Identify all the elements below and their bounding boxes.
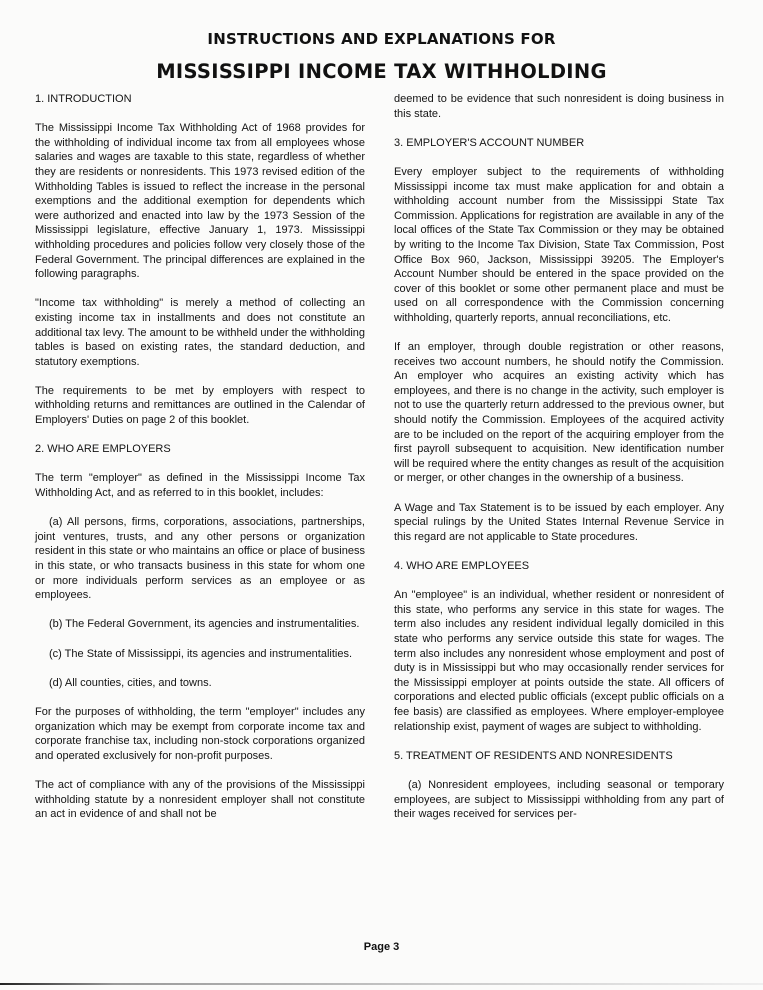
left-column (35, 92, 365, 822)
paragraph: If an employer, through double registration or other reasons, receives two account numbers, he should notify the Commission. An employer who acquires an existing activity which has employees, and there is no change in the activity, such employer is not to use the quarterly return addressed to the previous owner, but should notify the Commission. Employees of the acquired activity are to be included on the report of the acquiring employer from the first payroll subsequent to acquisition. New identification number will be required where the entity changes as result of the acquisition or merger, or other changes in the ownership of a business. (394, 341, 724, 485)
section-heading-introduction: 1. INTRODUCTION (35, 93, 132, 105)
list-item-a: (a) Nonresident employees, including seasonal or temporary employees, are subject to Mississippi withholding from any part of their wages received for services per- (394, 778, 724, 821)
document-title-line1: INSTRUCTIONS AND EXPLANATIONS FOR (207, 30, 556, 48)
section-heading-employer-account-number: 3. EMPLOYER'S ACCOUNT NUMBER (394, 136, 585, 149)
paragraph: The Mississippi Income Tax Withholding Act of 1968 provides for the withholding of individual income tax from all employees whose salaries and wages are taxable to this state, regardless of whether they are residents or nonresidents. This 1973 revised edition of the Withholding Tables is issued to reflect the increase in the personal exemptions and the additional exemption for dependents which were authorized and enacted into law by the 1973 Session of the Mississippi legislature, effective January 1, 1973. Mississippi withholding procedures and policies follow very closely those of the Federal Government. The principal differences are explained in the following paragraphs. (35, 122, 365, 281)
list-item-a: (a) All persons, firms, corporations, associations, partnerships, joint ventures, trusts, and any other persons or organization resident in this state or who maintains an office or place of business in this state, or who transacts business in this state for whom one or more individuals perform services as an employee or as employees. (35, 516, 365, 602)
section-heading-who-are-employees: 4. WHO ARE EMPLOYEES (394, 560, 530, 572)
section-heading-who-are-employers: 2. WHO ARE EMPLOYERS (35, 443, 171, 456)
paragraph: A Wage and Tax Statement is to be issued by each employer. Any special rulings by the United States Internal Revenue Service in this regard are not applicable to State procedures. (394, 501, 724, 543)
paragraph: "Income tax withholding" is merely a method of collecting an existing income tax in installments and does not constitute an additional tax levy. The amount to be withheld under the withholding tables is based on existing rates, the standard deduction, and statutory exemptions. (35, 297, 365, 368)
paragraph: The act of compliance with any of the provisions of the Mississippi withholding statute by a nonresident employer shall not constitute an act in evidence of and shall not be (35, 778, 365, 821)
section-heading-residents-nonresidents: 5. TREATMENT OF RESIDENTS AND NONRESIDENTS (394, 749, 673, 762)
list-item-c: (c) The State of Mississippi, its agencies and instrumentalities. (49, 647, 353, 660)
paragraph: The term "employer" as defined in the Mississippi Income Tax Withholding Act, and as referred to in this booklet, includes: (35, 472, 365, 500)
paragraph: An "employee" is an individual, whether resident or nonresident of this state, who performs any service in this state for wages. The term also includes any resident individual legally domiciled in this state who performs any service outside this state for wages. The term also includes any nonresident whose employment and post of duty is in Mississippi but who may occasionally render services for the Mississippi employer at points outside the state. All officers of corporations and elected public officials (except public officials on a fee basis) are classified as employees. Where employer-employee relationship exist, payment of wages are subject to withholding. (394, 589, 724, 733)
paragraph: For the purposes of withholding, the term "employer" includes any organization which may be exempt from corporate income tax and corporate franchise tax, including non-stock corporations organized and operated exclusively for non-profit purposes. (35, 705, 365, 762)
list-item-b: (b) The Federal Government, its agencies and instrumentalities. (49, 618, 360, 631)
paragraph: deemed to be evidence that such nonresident is doing business in this state. (394, 93, 724, 120)
paragraph: Every employer subject to the requirements of withholding Mississippi income tax must make application for and obtain a withholding account number from the Mississippi State Tax Commission. Applications for registration are available in any of the local offices of the State Tax Commission or they may be obtained by writing to the Income Tax Division, State Tax Commission, Post Office Box 960, Jackson, Mississippi 39205. The Employer's Account Number should be entered in the space provided on the cover of this booklet or some other permanent place and must be used on all correspondence with the Commission concerning withholding, quarterly reports, annual reconciliations, etc. (394, 165, 724, 324)
document-title-line2: MISSISSIPPI INCOME TAX WITHHOLDING (156, 60, 607, 83)
page-number: Page 3 (363, 941, 400, 953)
list-item-d: (d) All counties, cities, and towns. (49, 676, 212, 689)
paragraph: The requirements to be met by employers with respect to withholding returns and remittances are outlined in the Calendar of Employers' Duties on page 2 of this booklet. (35, 384, 365, 427)
bottom-edge-rule (0, 983, 763, 985)
right-column (394, 92, 724, 822)
